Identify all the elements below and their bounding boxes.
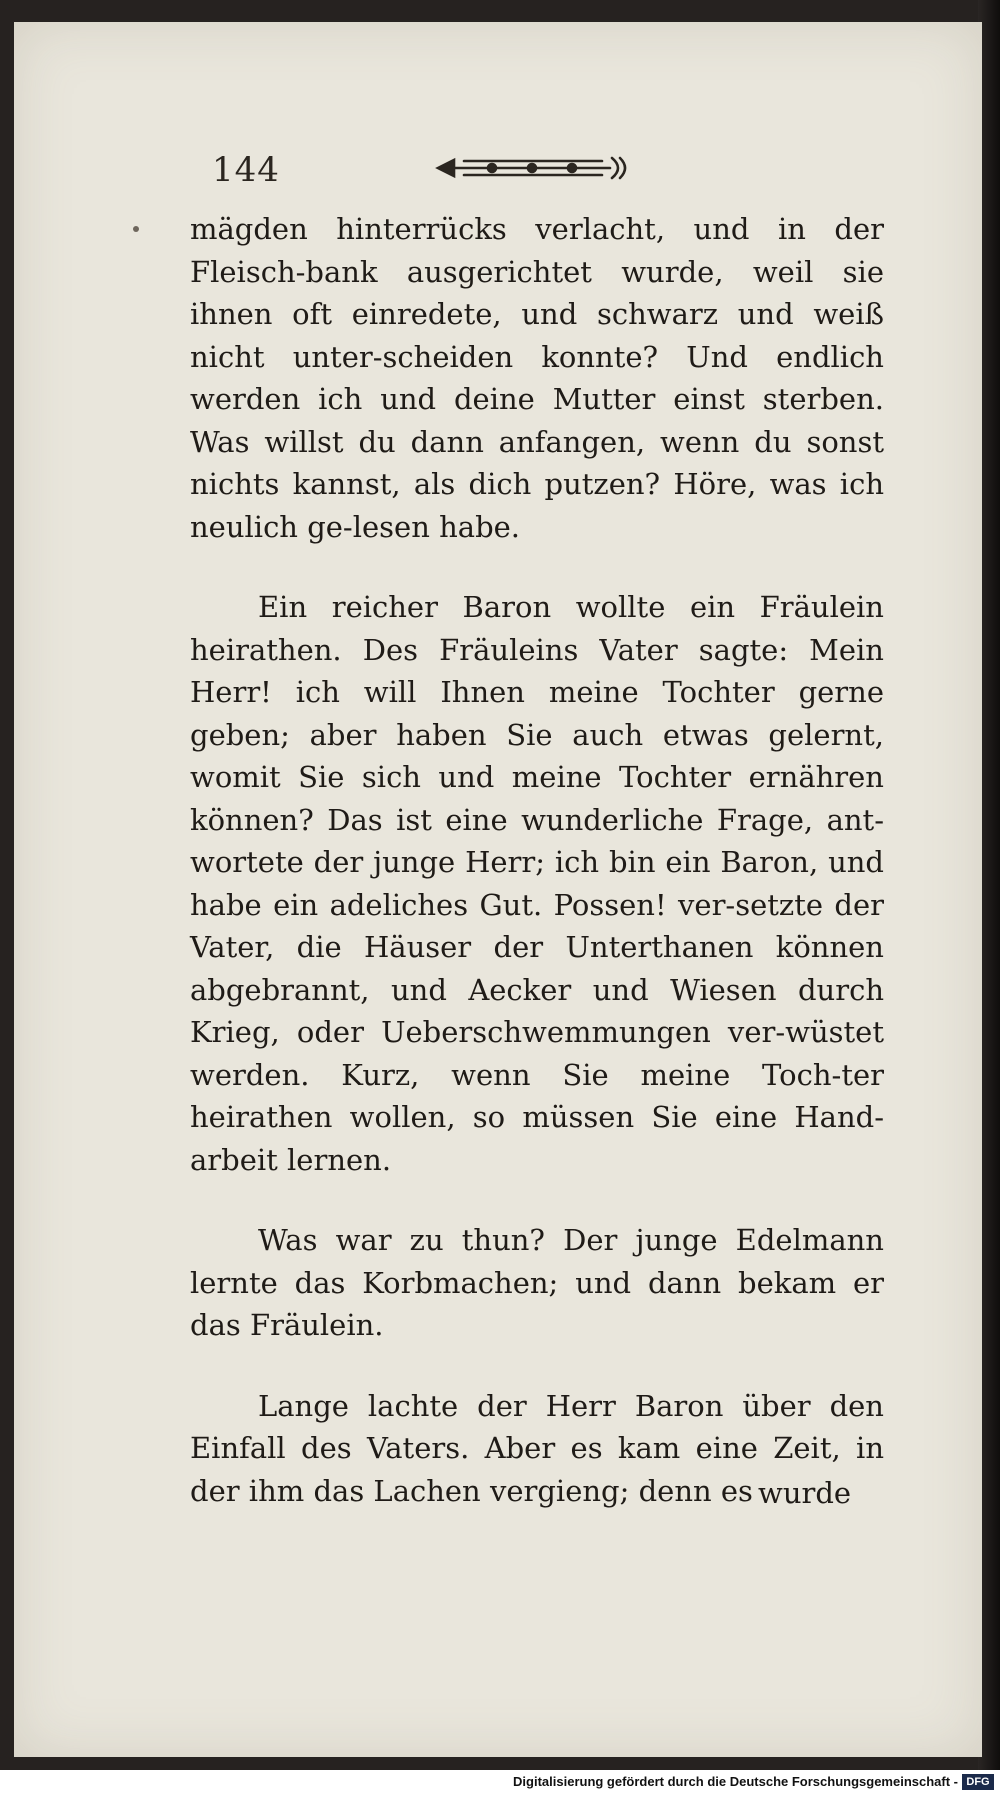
ink-spot (133, 226, 139, 232)
paragraph-4: Lange lachte der Herr Baron über den Einfall des Vaters. Aber es kam eine Zeit, in der ihm das Lachen vergieng; denn es (190, 1388, 884, 1508)
header-ornament (434, 150, 630, 186)
footer-credit: Digitalisierung gefördert durch die Deutsche Forschungsgemeinschaft - (513, 1774, 958, 1789)
paragraph-2: Ein reicher Baron wollte ein Fräulein heirathen. Des Fräuleins Vater sagte: Mein Herr! ich will Ihnen meine Tochter gerne geben; aber haben Sie auch etwas gelernt, womit Sie sich und meine Tochter ernähren können? Das ist eine wunderliche Frage, ant-wortete der junge Herr; ich bin ein Baron, und habe ein adeliches Gut. Possen! ver-setzte der Vater, die Häuser der Unterthanen können abgebrannt, und Aecker und Wiesen durch Krieg, oder Ueberschwemmungen ver-wüstet werden. Kurz, wenn Sie meine Toch-ter heirathen wollen, so müssen Sie eine Hand-arbeit lernen. (190, 590, 884, 1177)
dfg-logo: DFG (962, 1774, 994, 1790)
catchword: wurde (758, 1476, 852, 1510)
paragraph-1: mägden hinterrücks verlacht, und in der Fleisch-bank ausgerichtet wurde, weil sie ihnen oft einredete, und schwarz und weiß nicht unter-scheiden konnte? Und endlich werden ich und deine Mutter einst sterben. Was willst du dann anfangen, wenn du sonst nichts kannst, als dich putzen? Höre, was ich neulich ge-lesen habe. (190, 212, 884, 544)
paragraph-3: Was war zu thun? Der junge Edelmann lernte das Korbmachen; und dann bekam er das Fräulein. (190, 1223, 884, 1342)
page-number: 144 (212, 150, 280, 190)
body-text (190, 208, 884, 1512)
